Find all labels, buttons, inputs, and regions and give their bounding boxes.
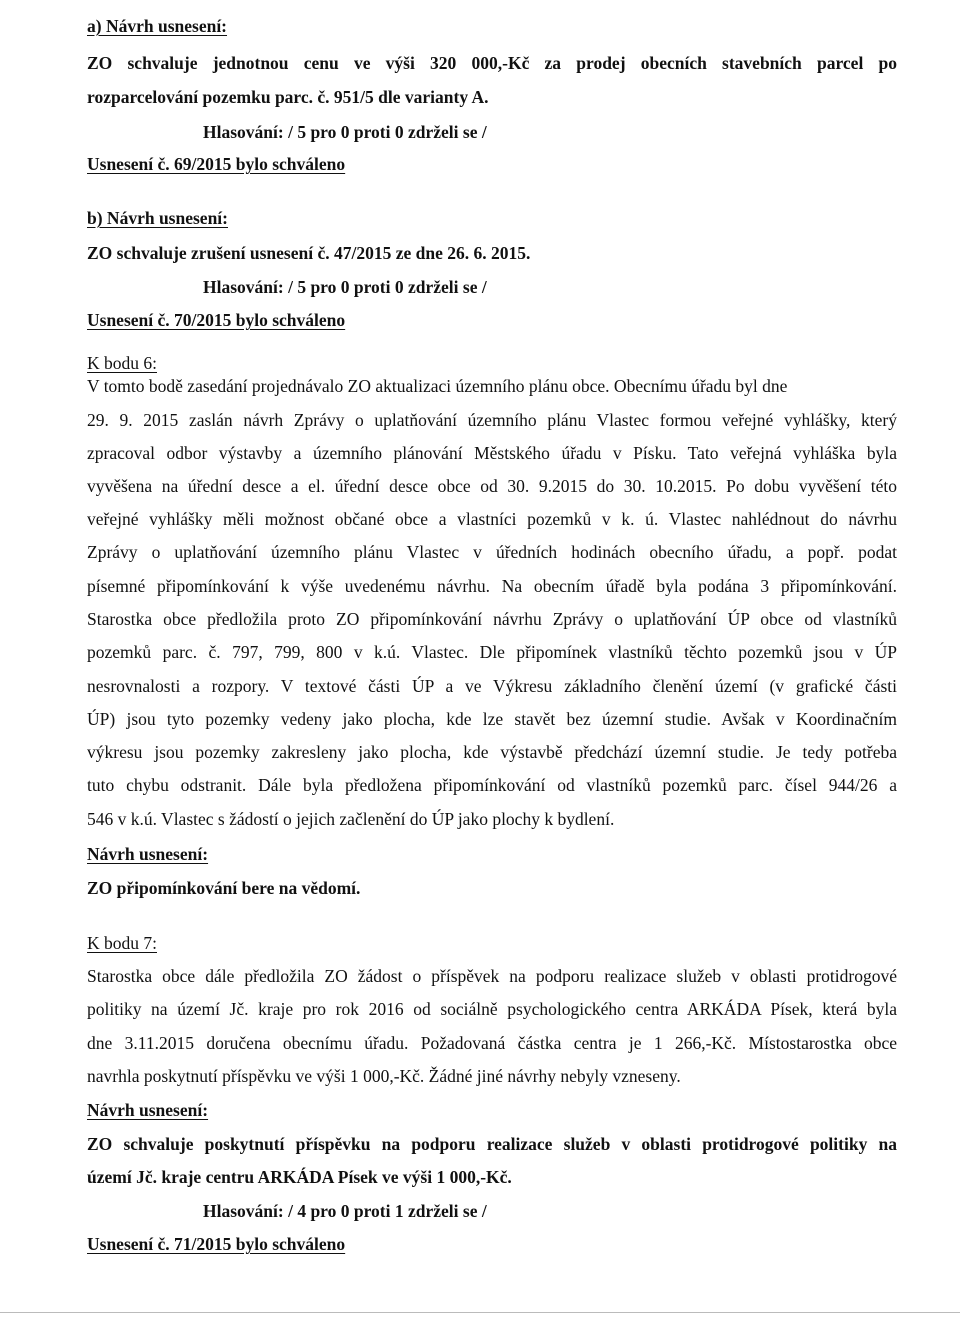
item7-line: navrhla poskytnutí příspěvku ve výši 1 000,-Kč. Žádné jiné návrhy nebyly vzneseny. (87, 1066, 681, 1086)
item7-heading: K bodu 7: (87, 933, 157, 953)
item6-line: tuto chybu odstranit. Dále byla předložena připomínkování od vlastníků pozemků parc. čísel 944/26 a (87, 775, 897, 795)
section-b-text: ZO schvaluje zrušení usnesení č. 47/2015 ze dne 26. 6. 2015. (87, 243, 531, 263)
item6-line: vyvěšena na úřední desce a el. úřední desce obce od 30. 9.2015 do 30. 10.2015. Po dobu vyvěšení této (87, 476, 897, 496)
item6-heading: K bodu 6: (87, 353, 157, 373)
item7-resolution: Usnesení č. 71/2015 bylo schváleno (87, 1234, 346, 1254)
item6-line: nesrovnalosti a rozpory. V textové části ÚP a ve Výkresu základního členění území (v grafické části (87, 676, 897, 696)
item7-line: Starostka obce dále předložila ZO žádost o příspěvek na podporu realizace služeb v oblasti protidrogové (87, 966, 897, 986)
item6-line: pozemků parc. č. 797, 799, 800 v k.ú. Vlastec. Dle připomínek vlastníků těchto pozemků jsou v ÚP (87, 642, 897, 662)
section-a-vote: Hlasování: / 5 pro 0 proti 0 zdrželi se / (203, 122, 487, 142)
item7-proposal-heading: Návrh usnesení: (87, 1100, 209, 1120)
item6-proposal-heading: Návrh usnesení: (87, 844, 209, 864)
item6-line: 29. 9. 2015 zaslán návrh Zprávy o uplatňování územního plánu Vlastec formou veřejné vyhlášky, který (87, 410, 897, 430)
item6-line: písemné připomínkování k výše uvedenému návrhu. Na obecním úřadě byla podána 3 připomínkování. (87, 576, 897, 596)
section-a-text-line2: rozparcelování pozemku parc. č. 951/5 dle varianty A. (87, 87, 489, 107)
item7-proposal-line2: území Jč. kraje centru ARKÁDA Písek ve výši 1 000,-Kč. (87, 1167, 512, 1187)
section-b-vote: Hlasování: / 5 pro 0 proti 0 zdrželi se / (203, 277, 487, 297)
item7-proposal-line1: ZO schvaluje poskytnutí příspěvku na podporu realizace služeb v oblasti protidrogové politiky na (87, 1134, 897, 1154)
item6-line: V tomto bodě zasedání projednávalo ZO aktualizaci územního plánu obce. Obecnímu úřadu byl dne (87, 376, 788, 396)
section-a-resolution: Usnesení č. 69/2015 bylo schváleno (87, 154, 346, 174)
item6-line: zpracoval odbor výstavby a územního plánování Městského úřadu v Písku. Tato veřejná vyhláška byla (87, 443, 897, 463)
item6-line: ÚP) jsou tyto pozemky vedeny jako plocha, kde lze stavět bez územní studie. Avšak v Koordinačním (87, 709, 897, 729)
item7-line: dne 3.11.2015 doručena obecnímu úřadu. Požadovaná částka centra je 1 266,-Kč. Místostarostka obce (87, 1033, 897, 1053)
item6-line: Starostka obce předložila proto ZO připomínkování návrhu Zprávy o uplatňování ÚP obce od vlastníků (87, 609, 897, 629)
section-b-resolution: Usnesení č. 70/2015 bylo schváleno (87, 310, 346, 330)
item6-line: 546 v k.ú. Vlastec s žádostí o jejich začlenění do ÚP jako plochy k bydlení. (87, 809, 615, 829)
page-bottom-rule (0, 1312, 960, 1313)
item7-line: politiky na území Jč. kraje pro rok 2016 od sociálně psychologického centra ARKÁDA Písek, která byla (87, 999, 897, 1019)
section-a-text-line1: ZO schvaluje jednotnou cenu ve výši 320 000,-Kč za prodej obecních stavebních parcel po (87, 53, 897, 73)
item7-vote: Hlasování: / 4 pro 0 proti 1 zdrželi se / (203, 1201, 487, 1221)
item6-proposal: ZO připomínkování bere na vědomí. (87, 878, 361, 898)
item6-line: Zprávy o uplatňování územního plánu Vlastec v úředních hodinách obecního úřadu, a popř. podat (87, 542, 897, 562)
section-a-heading: a) Návrh usnesení: (87, 16, 228, 36)
item6-line: veřejné vyhlášky měli možnost občané obce a vlastníci pozemků v k. ú. Vlastec nahlédnout do návrhu (87, 509, 897, 529)
item6-line: výkresu jsou pozemky zakresleny jako plocha, kde výstavbě předchází územní studie. Je tedy potřeba (87, 742, 897, 762)
section-b-heading: b) Návrh usnesení: (87, 208, 228, 228)
